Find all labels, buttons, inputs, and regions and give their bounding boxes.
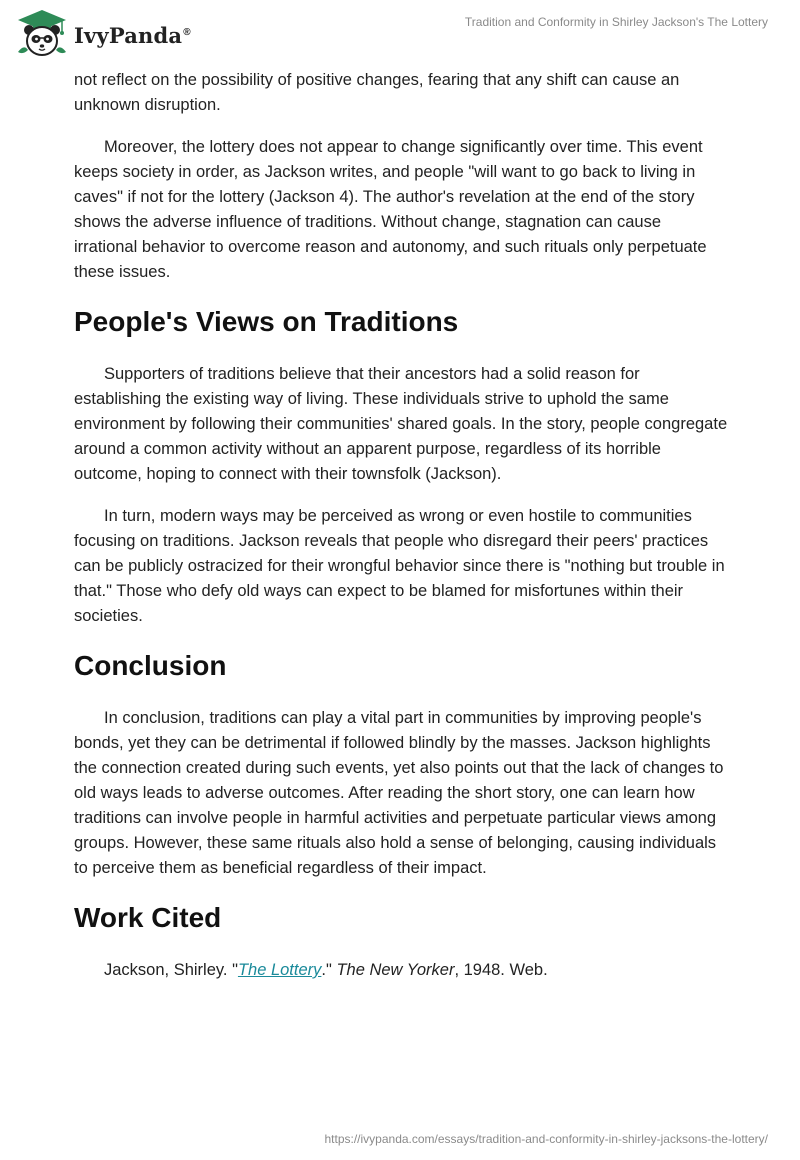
paragraph-modern-ways: In turn, modern ways may be perceived as wrong or even hostile to communities focusing on traditions. Jackson reveals that people who disregard their peers' practices can be publicly ostracized for their wrongful behavior since there is "nothing but trouble in that." Those who defy old ways can expect to be blamed for misfortunes within their societies. bbox=[74, 507, 725, 625]
heading-work-cited: Work Cited bbox=[74, 902, 222, 933]
paragraph-moreover: Moreover, the lottery does not appear to change significantly over time. This event keeps society in order, as Jackson writes, and people "will want to go back to living in caves" if not for the lottery (Jackson 4). The author's revelation at the end of the story shows the adverse influence of traditions. Without change, stagnation can cause irrational behavior to overcome reason and autonomy, and such rituals only perpetuate these issues. bbox=[74, 138, 707, 281]
citation-entry bbox=[74, 958, 728, 983]
registered-mark: ® bbox=[183, 26, 191, 38]
heading-peoples-views: People's Views on Traditions bbox=[74, 306, 459, 337]
paragraph-conclusion: In conclusion, traditions can play a vital part in communities by improving people's bonds, yet they can be detrimental if followed blindly by the masses. Jackson highlights the connection created during such events, yet also points out that the lack of changes to old ways leads to adverse outcomes. After reading the short story, one can learn how traditions can involve people in harmful activities and perpetuate particular views among groups. However, these same rituals also hold a sense of belonging, causing individuals to perceive them as beneficial regardless of their impact. bbox=[74, 709, 724, 877]
panda-graduate-icon bbox=[16, 8, 68, 58]
citation-rest: , 1948. Web. bbox=[454, 961, 548, 979]
paragraph-supporters: Supporters of traditions believe that their ancestors had a solid reason for establishing the existing way of living. These individuals strive to uphold the same environment by following their communities' shared goals. In the story, people congregate around a common activity without an apparent purpose, regardless of its horrible outcome, hoping to connect with their townsfolk (Jackson). bbox=[74, 365, 728, 483]
page-header bbox=[0, 0, 800, 64]
ivypanda-logo[interactable] bbox=[16, 8, 191, 58]
citation-author: Jackson, Shirley. " bbox=[104, 961, 238, 979]
heading-conclusion: Conclusion bbox=[74, 650, 227, 681]
paragraph-intro-continued: not reflect on the possibility of positive changes, fearing that any shift can cause an unknown disruption. bbox=[74, 71, 680, 114]
document-title: Tradition and Conformity in Shirley Jackson's The Lottery bbox=[464, 15, 768, 29]
essay-content bbox=[74, 68, 728, 1000]
citation-punctuation: ." bbox=[321, 961, 337, 979]
citation-title-link[interactable]: The Lottery bbox=[237, 961, 322, 979]
brand-name: IvyPanda® bbox=[74, 22, 191, 48]
source-url: https://ivypanda.com/essays/tradition-and-conformity-in-shirley-jacksons-the-lottery/ bbox=[324, 1132, 768, 1146]
citation-publication: The New Yorker bbox=[336, 961, 455, 979]
